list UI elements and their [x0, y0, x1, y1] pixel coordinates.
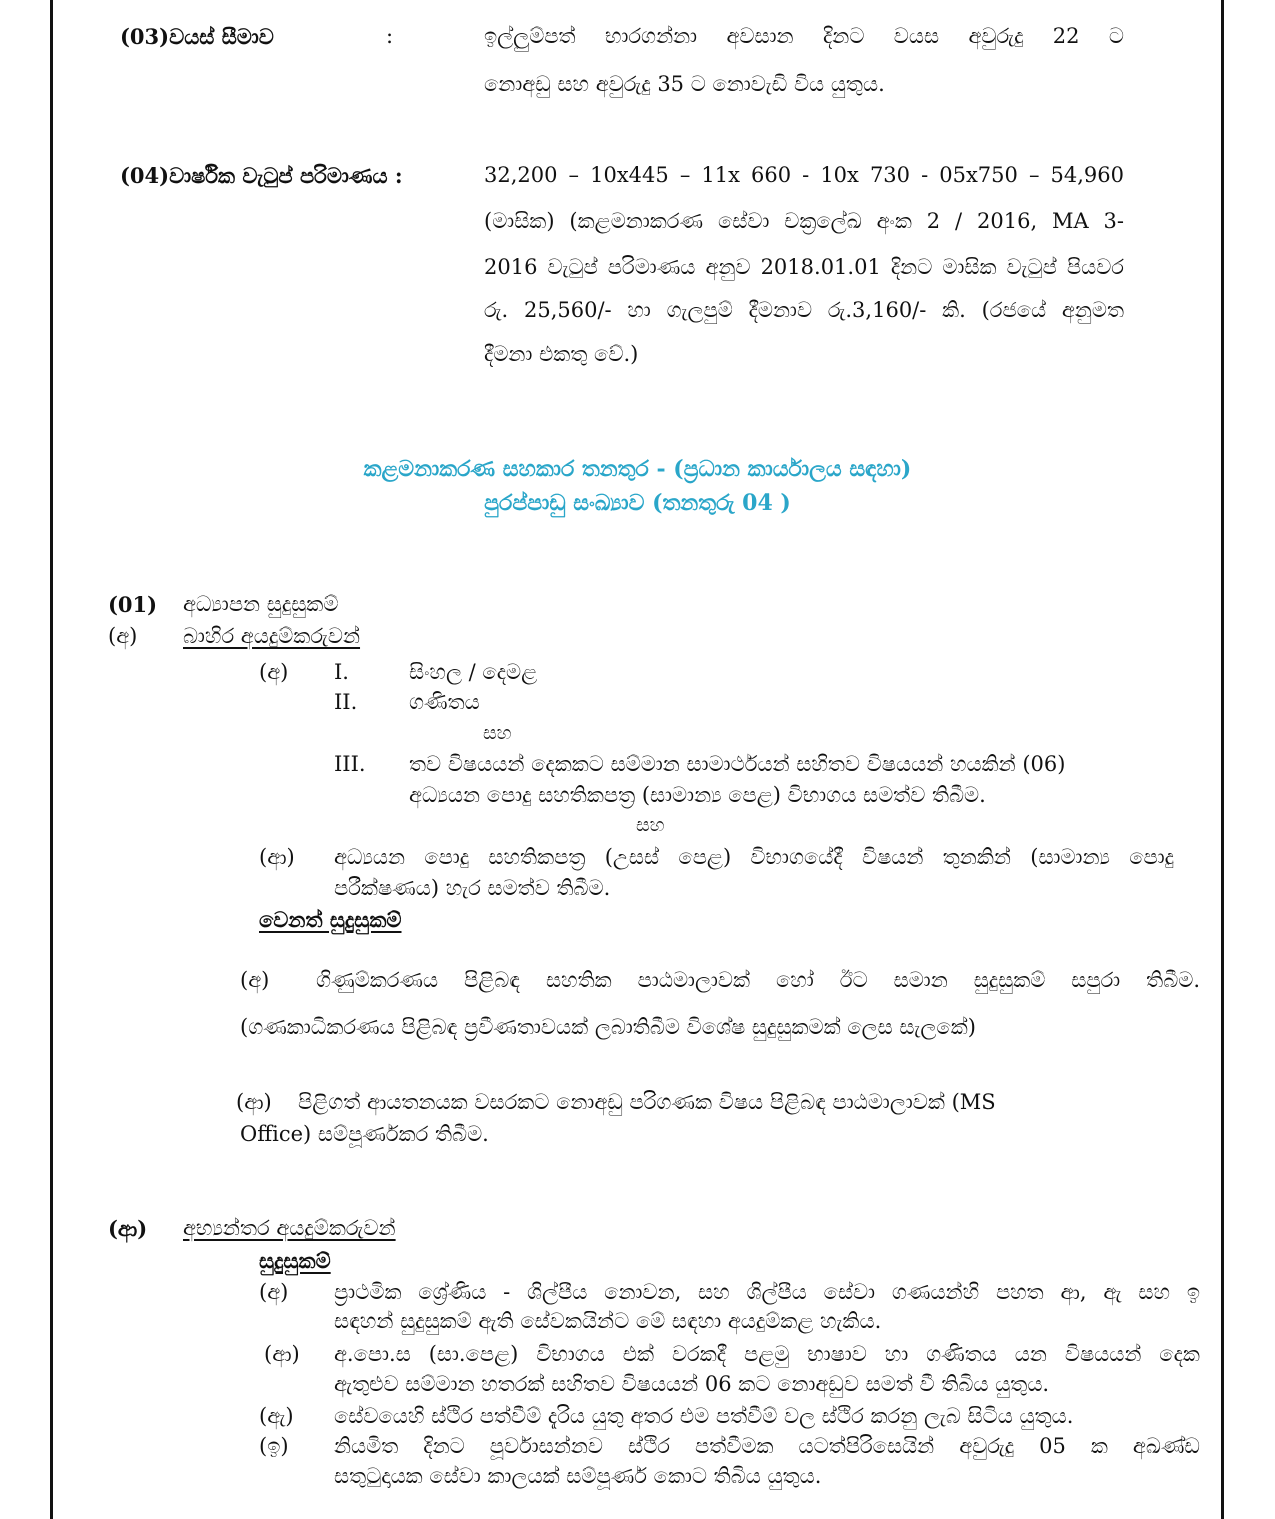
other-qual-a-line1: ගිණුම්කරණය පිළිබඳ සහතික පාඨමාලාවක් හෝ ඊට සමාන සුදුසුකම් සපුරා තිබීම. [316, 968, 1200, 992]
int-ae-line1: සේවයෙහි ස්ථිර පත්වීම් දැරිය යුතු අතර එම පත්වීම් වල ස්ථිර කරනු ලැබ සිටිය යුතුය. [334, 1404, 1074, 1428]
other-qual-a-line2: (ගණකාධිකරණය පිළිබඳ ප්‍රවීණතාවයක් ලබාතිබීම විශේෂ සුදුසුකමක් ලෙස සැලකේ) [240, 1015, 976, 1039]
ext-sub-aa-line2: පරීක්ෂණය) හැර සමත්ව තිබීම. [334, 876, 611, 900]
ext-item2-number: II. [334, 690, 358, 714]
salary-scale-line2: (මාසික) (කළමනාකරණ සේවා චක්‍රලේඛ අංක 2 / 2016, MA 3- [484, 209, 1124, 233]
salary-scale-line3: 2016 වැටුප් පරිමාණය අනුව 2018.01.01 දිනට මාසික වැටුප් පියවර [484, 255, 1124, 279]
ext-item2-text: ගණිතය [409, 690, 480, 714]
int-i-line1: නියමිත දිනට පූර්වාසන්නව ස්ථිර පත්වීමක යටත්පිරිසෙයින් අවුරුදු 05 ක අඛණ්ඩ [334, 1434, 1200, 1458]
ext-item1-text: සිංහල / දෙමළ [409, 660, 538, 684]
internal-applicants-title: අභ්‍යන්තර අයදුම්කරුවන් [183, 1216, 396, 1240]
salary-scale-line4: රු. 25,560/- හා ගැලපුම් දීමනාව රු.3,160/- කි. (රජයේ අනුමත [484, 298, 1124, 322]
age-limit-colon: : [386, 24, 394, 48]
int-i-label: (ඉ) [259, 1434, 289, 1458]
external-applicants-label: (අ) [108, 624, 138, 648]
int-a-line2: සඳහන් සුදුසුකම් ඇති සේවකයින්ට මේ සඳහා අයදුම්කළ හැකිය. [334, 1309, 882, 1333]
left-border-line [50, 0, 53, 1519]
external-applicants-title: බාහිර අයදුම්කරුවන් [183, 624, 361, 648]
salary-scale-line5: දීමනා එකතු වේ.) [484, 342, 639, 366]
int-ae-label: (ඇ) [259, 1404, 294, 1428]
internal-qual-subtitle: සුදුසුකම් [259, 1248, 331, 1273]
int-aa-line1: අ.පො.ස (සා.පෙළ) විභාගය එක් වරකදී පළමු භාෂාව හා ගණිතය යන විෂයයන් දෙක [334, 1342, 1200, 1366]
int-a-label: (අ) [259, 1280, 289, 1304]
other-qual-aa-label: (ආ) [236, 1090, 272, 1114]
int-aa-label: (ආ) [264, 1342, 300, 1366]
int-a-line1: ප්‍රාථමික ශ්‍රේණිය - ශිල්පීය නොවන, සහ ශිල්පීය සේවා ගණයන්හි පහත ආ, ඇ සහ ඉ [334, 1280, 1200, 1304]
salary-scale-line1: 32,200 – 10x445 – 11x 660 - 10x 730 - 05x750 – 54,960 [484, 163, 1124, 187]
other-qual-a-label: (අ) [240, 968, 270, 992]
post-heading-title: කළමනාකරණ සහකාර තනතුර - (ප්‍රධාන කාර්යාලය සඳහා) [363, 456, 912, 482]
other-qual-aa-line1: පිළිගත් ආයතනයක වසරකට නොඅඩු පරිගණක විෂය පිළිබඳ පාඨමාලාවක් (MS [298, 1090, 996, 1114]
age-limit-label: (03)වයස් සීමාව [120, 24, 274, 49]
saha-connector-1: සහ [483, 722, 512, 744]
edu-qual-title: අධ්‍යාපන සුදුසුකම් [183, 592, 339, 616]
post-heading-vacancies: පුරප්පාඩු සංඛ්‍යාව (තනතුරු 04 ) [484, 490, 791, 516]
ext-sub-aa-line1: අධ්‍යයන පොදු සහතිකපත්‍ර (උසස් පෙළ) විභාගයේදී විෂයන් තුනකින් (සාමාන්‍ය පොදු [334, 845, 1174, 869]
ext-sub-aa-label: (ආ) [259, 845, 295, 869]
saha-connector-2: සහ [636, 814, 665, 836]
ext-item3-number: III. [334, 752, 366, 776]
age-limit-text-line1: ඉල්ලුම්පත් භාරගන්නා අවසාන දිනට වයස අවුරුදු 22 ට [484, 24, 1124, 48]
edu-qual-number: (01) [108, 592, 158, 617]
ext-sub-a-label: (අ) [259, 660, 289, 684]
ext-item3-line2: අධ්‍යයන පොදු සහතිකපත්‍ර (සාමාන්‍ය පෙළ) විභාගය සමත්ව තිබීම. [409, 783, 986, 807]
ext-item1-number: I. [334, 660, 349, 684]
internal-applicants-label: (ආ) [108, 1216, 148, 1241]
right-border-line [1221, 0, 1224, 1519]
other-qual-aa-line2: Office) සම්පූර්ණකර තිබීම. [240, 1122, 489, 1146]
salary-scale-label: (04)වාර්ෂික වැටුප් පරිමාණය : [120, 163, 403, 188]
age-limit-text-line2: නොඅඩු සහ අවුරුදු 35 ට නොවැඩි විය යුතුය. [484, 72, 885, 96]
ext-item3-line1: තව විෂයයන් දෙකකට සම්මාන සාමාර්ථයන් සහිතව විෂයයන් හයකින් (06) [409, 752, 1066, 776]
other-qual-title: වෙනත් සුදුසුකම් [259, 907, 402, 932]
int-i-line2: සතුටුදායක සේවා කාලයක් සම්පූර්ණ කොට තිබිය යුතුය. [334, 1464, 822, 1488]
int-aa-line2: ඇතුළුව සම්මාන හතරක් සහිතව විෂයයන් 06 කට නොඅඩුව සමත් වී තිබිය යුතුය. [334, 1372, 1050, 1396]
